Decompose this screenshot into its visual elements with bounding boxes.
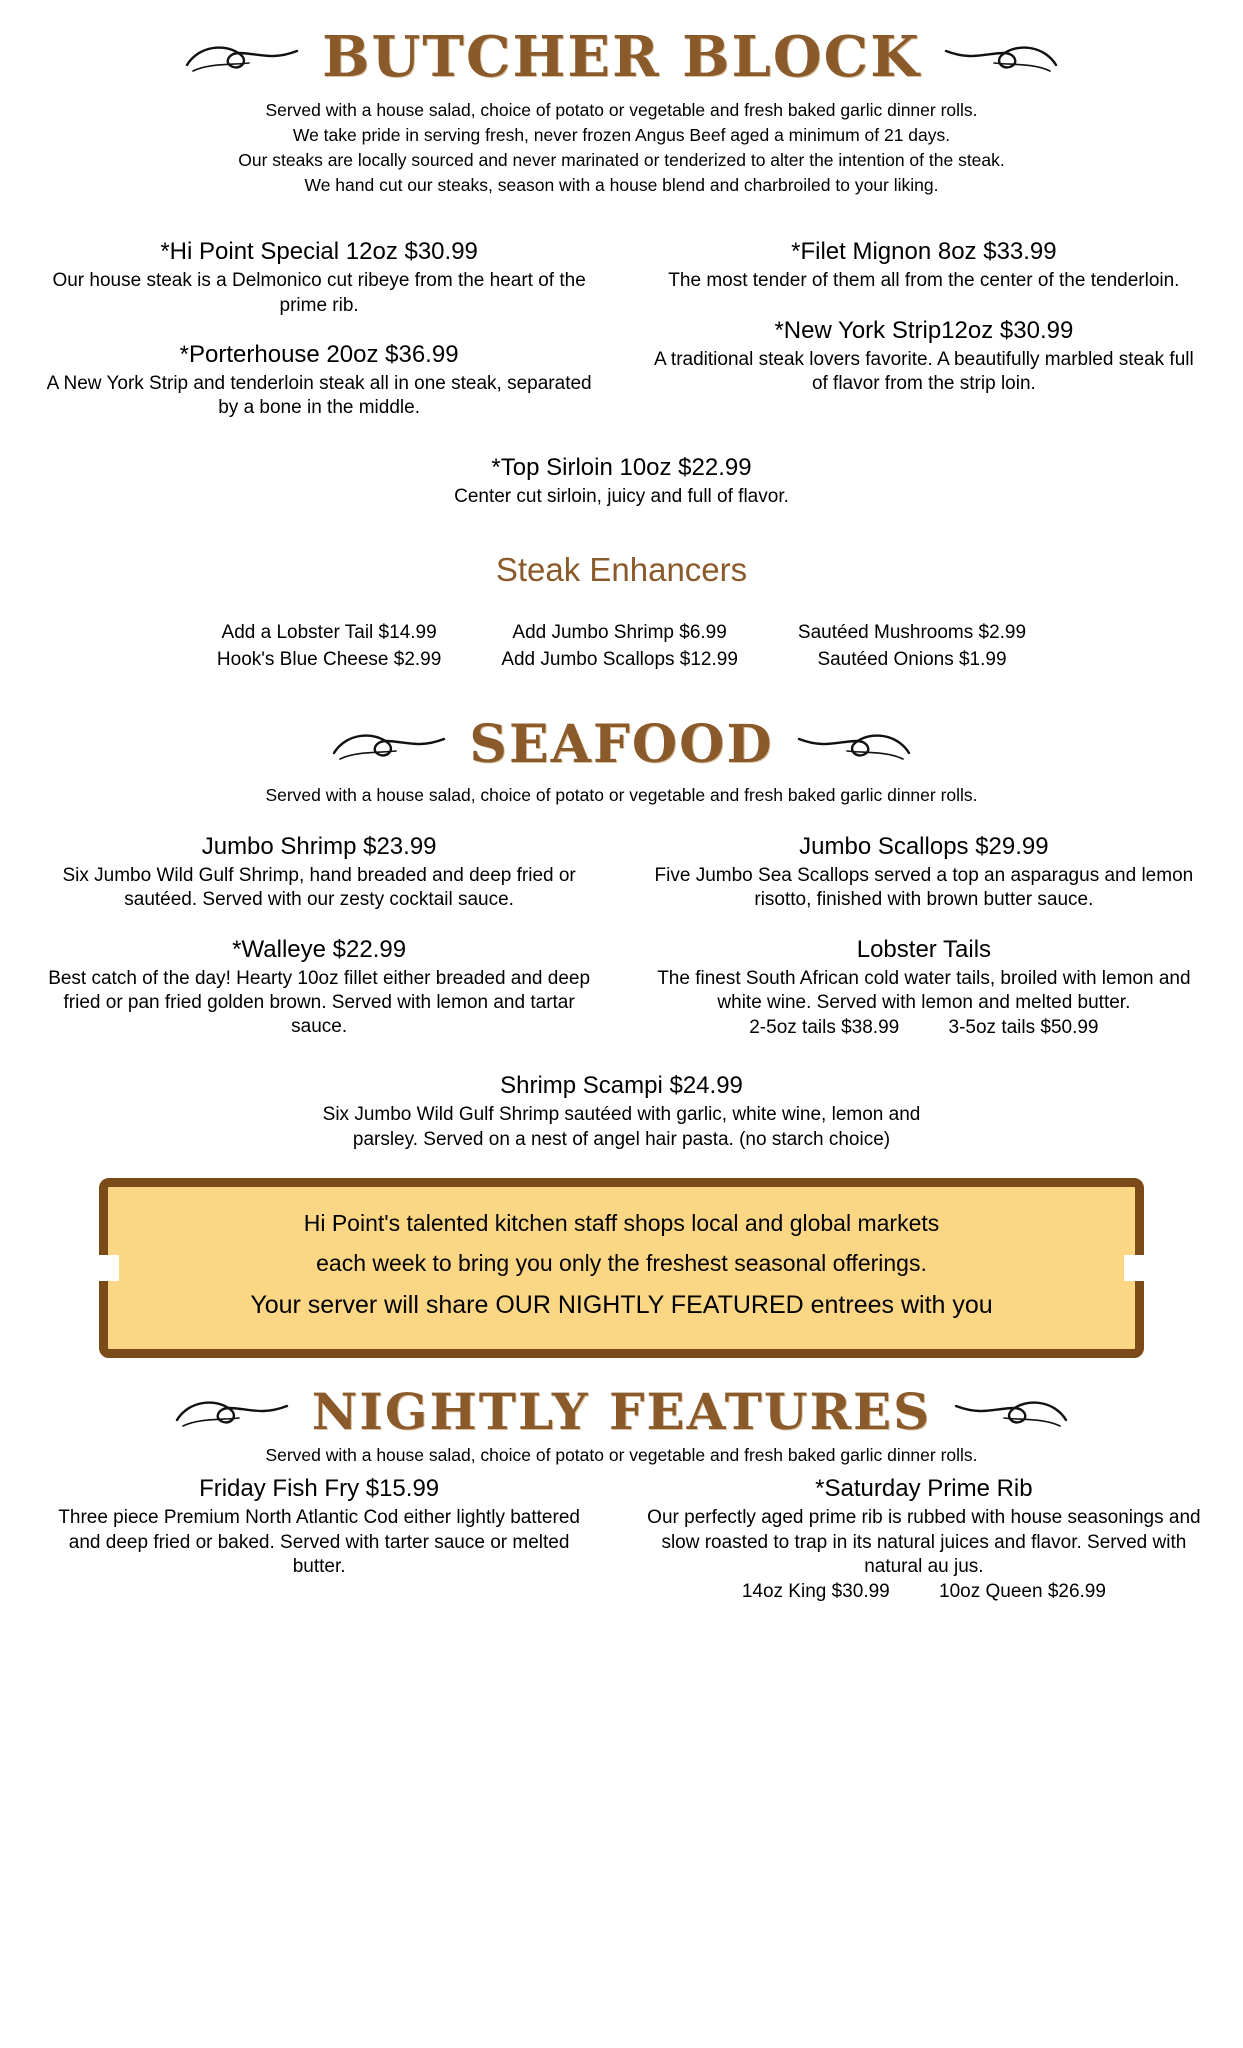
nightly-left-column [40,1474,598,1601]
butcher-intro [147,98,1097,197]
menu-item-description: Best catch of the day! Hearty 10oz fillet either breaded and deep fried or pan fried golden brown. Served with lemon and tartar sauce. [48,967,591,1038]
menu-item [645,237,1203,293]
butcher-intro-line: We hand cut our steaks, season with a house blend and charbroiled to your liking. [304,174,939,195]
menu-item-name: Lobster Tails [856,935,992,963]
enhancer-item: Sautéed Mushrooms $2.99 [797,621,1027,643]
flourish-right-icon [949,1388,1074,1436]
butcher-left-column [40,237,598,442]
flourish-left-icon [326,721,451,769]
menu-item [645,1474,1203,1603]
enhancer-item: Add Jumbo Shrimp $6.99 [512,621,727,643]
callout-line: each week to bring you only the freshest seasonal offerings. [316,1250,927,1277]
enhancer-column [501,619,738,674]
menu-item-name: *Walleye $22.99 [232,935,407,963]
callout-notch-right [1124,1255,1144,1281]
flourish-right-icon [939,33,1064,81]
seafood-right-column [645,832,1203,1061]
butcher-right-column [645,237,1203,418]
menu-item [40,832,598,913]
nightly-right-column [645,1474,1203,1625]
menu-item [645,935,1203,1040]
nightly-features-title: NIGHTLY FEATURES [311,1382,932,1442]
flourish-left-icon [169,1388,294,1436]
seafood-heading [40,714,1203,775]
enhancer-column [798,619,1026,674]
menu-item [40,340,598,421]
menu-item-description: Six Jumbo Wild Gulf Shrimp sautéed with garlic, white wine, lemon and parsley. Served on a nest of angel hair pasta. (no starch choice) [322,1104,921,1150]
menu-item-description: The finest South African cold water tails, broiled with lemon and white wine. Served with lemon and melted butter. [657,967,1191,1013]
menu-item [40,237,598,318]
menu-item-name: Friday Fish Fry $15.99 [199,1475,440,1503]
enhancer-item: Sautéed Onions $1.99 [817,649,1007,671]
seafood-items-grid [40,832,1203,1062]
callout-notch-left [99,1255,119,1281]
menu-item-options [645,1017,1203,1039]
callout-line: Hi Point's talented kitchen staff shops local and global markets [303,1210,940,1237]
menu-item-description: A New York Strip and tenderloin steak all in one steak, separated by a bone in the middle. [46,373,592,419]
butcher-intro-line: Served with a house salad, choice of potato or vegetable and fresh baked garlic dinner rolls. [265,100,978,120]
menu-item-description: Our house steak is a Delmonico cut ribeye from the heart of the prime rib. [52,270,586,316]
menu-item-name: *Saturday Prime Rib [815,1475,1033,1503]
menu-item-option: 14oz King $30.99 [741,1581,890,1603]
butcher-block-heading [40,24,1203,90]
menu-item-description: Center cut sirloin, juicy and full of flavor. [454,485,789,507]
butcher-intro-line: We take pride in serving fresh, never frozen Angus Beef aged a minimum of 21 days. [292,124,951,145]
menu-item-description: Our perfectly aged prime rib is rubbed with house seasonings and slow roasted to trap in its natural juices and flavor. Served with natural au jus. [647,1507,1201,1577]
menu-item-option: 3-5oz tails $50.99 [948,1017,1099,1039]
steak-enhancers-grid [40,619,1203,674]
menu-item-description: The most tender of them all from the center of the tenderloin. [668,270,1180,292]
menu-item-options [645,1581,1203,1603]
steak-enhancers-title: Steak Enhancers [495,550,748,588]
menu-item [40,935,598,1040]
menu-item-name: *Hi Point Special 12oz $30.99 [160,238,478,266]
butcher-block-title: BUTCHER BLOCK [322,24,921,90]
callout-line: Your server will share OUR NIGHTLY FEATURED entrees with you [250,1290,993,1319]
nightly-features-callout [99,1178,1144,1358]
flourish-left-icon [179,33,304,81]
menu-item-description: Three piece Premium North Atlantic Cod either lightly battered and deep fried or baked. Served with tarter sauce or melted butter. [58,1507,580,1577]
menu-item-description: Five Jumbo Sea Scallops served a top an asparagus and lemon risotto, finished with brown butter sauce. [654,864,1194,911]
menu-item [40,453,1203,509]
menu-item-description: Six Jumbo Wild Gulf Shrimp, hand breaded and deep fried or sautéed. Served with our zesty cocktail sauce. [62,864,576,911]
nightly-items-grid [40,1474,1203,1625]
nightly-intro: Served with a house salad, choice of potato or vegetable and fresh baked garlic dinner rolls. [265,1445,978,1466]
nightly-features-heading [40,1382,1203,1441]
menu-item-name: *Porterhouse 20oz $36.99 [179,341,459,368]
butcher-items-grid [40,237,1203,442]
menu-item [645,316,1203,397]
enhancer-item: Add a Lobster Tail $14.99 [221,621,437,643]
seafood-left-column [40,832,598,1062]
menu-item-name: *Filet Mignon 8oz $33.99 [791,238,1057,266]
menu-item-name: Jumbo Shrimp $23.99 [201,832,437,860]
menu-item-name: Shrimp Scampi $24.99 [500,1072,743,1100]
menu-item-option: 2-5oz tails $38.99 [749,1017,900,1039]
flourish-right-icon [792,721,917,769]
menu-item [645,832,1203,913]
butcher-intro-line: Our steaks are locally sourced and never marinated or tenderized to alter the intention of the steak. [238,149,1005,170]
menu-item-option: 10oz Queen $26.99 [939,1581,1106,1603]
seafood-title: SEAFOOD [469,714,774,776]
menu-item [40,1474,598,1579]
seafood-intro: Served with a house salad, choice of potato or vegetable and fresh baked garlic dinner rolls. [265,785,978,806]
menu-item-name: Jumbo Scallops $29.99 [799,832,1049,860]
enhancer-item: Add Jumbo Scallops $12.99 [501,649,738,671]
menu-item-name: *Top Sirloin 10oz $22.99 [491,453,752,481]
menu-item-description: A traditional steak lovers favorite. A beautifully marbled steak full of flavor from the strip loin. [654,348,1194,394]
enhancer-column [217,619,441,674]
menu-item [40,1071,1203,1152]
callout-box [99,1178,1144,1358]
enhancer-item: Hook's Blue Cheese $2.99 [216,649,442,671]
menu-item-name: *New York Strip12oz $30.99 [774,316,1074,344]
